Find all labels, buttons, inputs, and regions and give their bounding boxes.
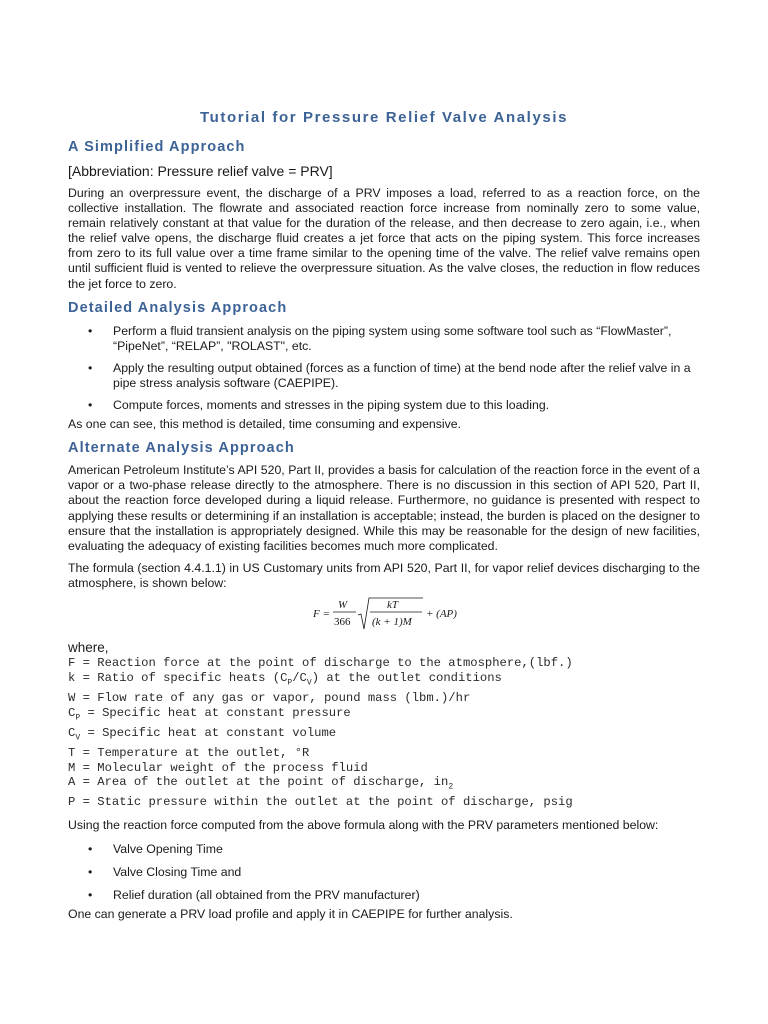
alternate-paragraph-2: The formula (section 4.4.1.1) in US Customary units from API 520, Part II, for vapor relief devices discharging to the atmosphere, is shown below: [68, 560, 700, 590]
list-item: • Valve Closing Time and [88, 865, 242, 880]
formula-denominator: 366 [334, 615, 351, 628]
definition-a: A = Area of the outlet at the point of discharge, $in_2$ [68, 775, 454, 792]
formula-lhs: F = [313, 607, 330, 620]
formula-sqrt-numerator: kT [387, 598, 398, 611]
list-item: • Valve Opening Time [88, 842, 223, 857]
reaction-force-formula [68, 595, 700, 639]
section-heading-detailed: Detailed Analysis Approach [68, 299, 288, 316]
alternate-paragraph-1: American Petroleum Institute’s API 520, Part II, provides a basis for calculation of the reaction force in the event of a vapor or a two-phase release directly to the atmosphere. There is no discussion in this section of API 520, Part II, about the reaction force developed during a liquid release. Furthermore, no guidance is presented with respect to applying these results or determining if an installation is acceptable; instead, the burden is placed on the designer to ensure that the installation is appropriately designed. While this may be reasonable for the design of new facilities, evaluating the adequacy of existing facilities becomes much more complicated. [68, 463, 700, 553]
definition-list [68, 656, 700, 810]
section-heading-alternate: Alternate Analysis Approach [68, 440, 295, 457]
bullet-icon: • [88, 888, 93, 903]
bullet-icon: • [88, 865, 93, 880]
definition-cp: $C_P$ = Specific heat at constant pressure [68, 705, 351, 722]
definition-k: k = Ratio of specific heats $(C_P/C_V)$ at the outlet conditions [68, 670, 502, 688]
list-item: • Perform a fluid transient analysis on the piping system using some software tool such as “FlowMaster”, “PipeNet”, “RELAP”, "ROLAST", etc. [88, 323, 672, 353]
document-page [68, 108, 700, 923]
formula-numerator: W [338, 598, 348, 611]
detailed-closing: As one can see, this method is detailed, time consuming and expensive. [68, 417, 462, 432]
definition-f: F = Reaction force at the point of discharge to the atmosphere,(lbf.) [68, 655, 573, 670]
definition-p: P = Static pressure within the outlet at the point of discharge, psig [68, 795, 573, 810]
simplified-paragraph: During an overpressure event, the discharge of a PRV imposes a load, referred to as a reaction force, on the collective installation. The flowrate and associated reaction force increase from nominally zero to some value, remain relatively constant at that value for the duration of the release, and then decrease to zero again, i.e., when the relief valve opens, the discharge fluid creates a jet force that acts on the piping system. This force increases from zero to its full value over a time frame similar to the opening time of the valve. The relief valve remains open until sufficient fluid is vented to relieve the overpressure situation. As the valve closes, the reduction in flow reduces the jet force to zero. [68, 186, 700, 291]
bullet-icon: • [88, 360, 93, 375]
list-item: • Apply the resulting output obtained (forces as a function of time) at the bend node after the relief valve in a pipe stress analysis software (CAEPIPE). [88, 360, 691, 390]
section-heading-simplified: A Simplified Approach [68, 139, 246, 155]
document-title: Tutorial for Pressure Relief Valve Analysis [199, 109, 569, 126]
definition-w: W = Flow rate of any gas or vapor, pound mass (lbm.)/hr [68, 690, 471, 705]
list-item: • Relief duration (all obtained from the PRV manufacturer) [88, 888, 420, 903]
definition-cv: $C_V$ = Specific heat at constant volume [68, 725, 337, 743]
detailed-bullet-list [68, 324, 700, 413]
formula-tail: + (AP) [426, 607, 457, 620]
bullet-icon: • [88, 842, 93, 857]
where-label: where, [68, 639, 109, 655]
list-item: • Compute forces, moments and stresses in the piping system due to this loading. [88, 398, 550, 413]
definition-m: M = Molecular weight of the process fluid [68, 760, 368, 775]
prv-parameter-list [68, 842, 700, 903]
formula-sqrt-denominator: (k + 1)M [372, 615, 412, 628]
bullet-icon: • [88, 398, 93, 413]
bullet-icon: • [88, 323, 93, 338]
alternate-closing: One can generate a PRV load profile and apply it in CAEPIPE for further analysis. [68, 907, 513, 922]
using-paragraph: Using the reaction force computed from the above formula along with the PRV parameters mentioned below: [68, 818, 659, 833]
definition-t: T = Temperature at the outlet, °R [68, 745, 310, 760]
abbreviation-note: [Abbreviation: Pressure relief valve = PRV] [68, 163, 333, 179]
